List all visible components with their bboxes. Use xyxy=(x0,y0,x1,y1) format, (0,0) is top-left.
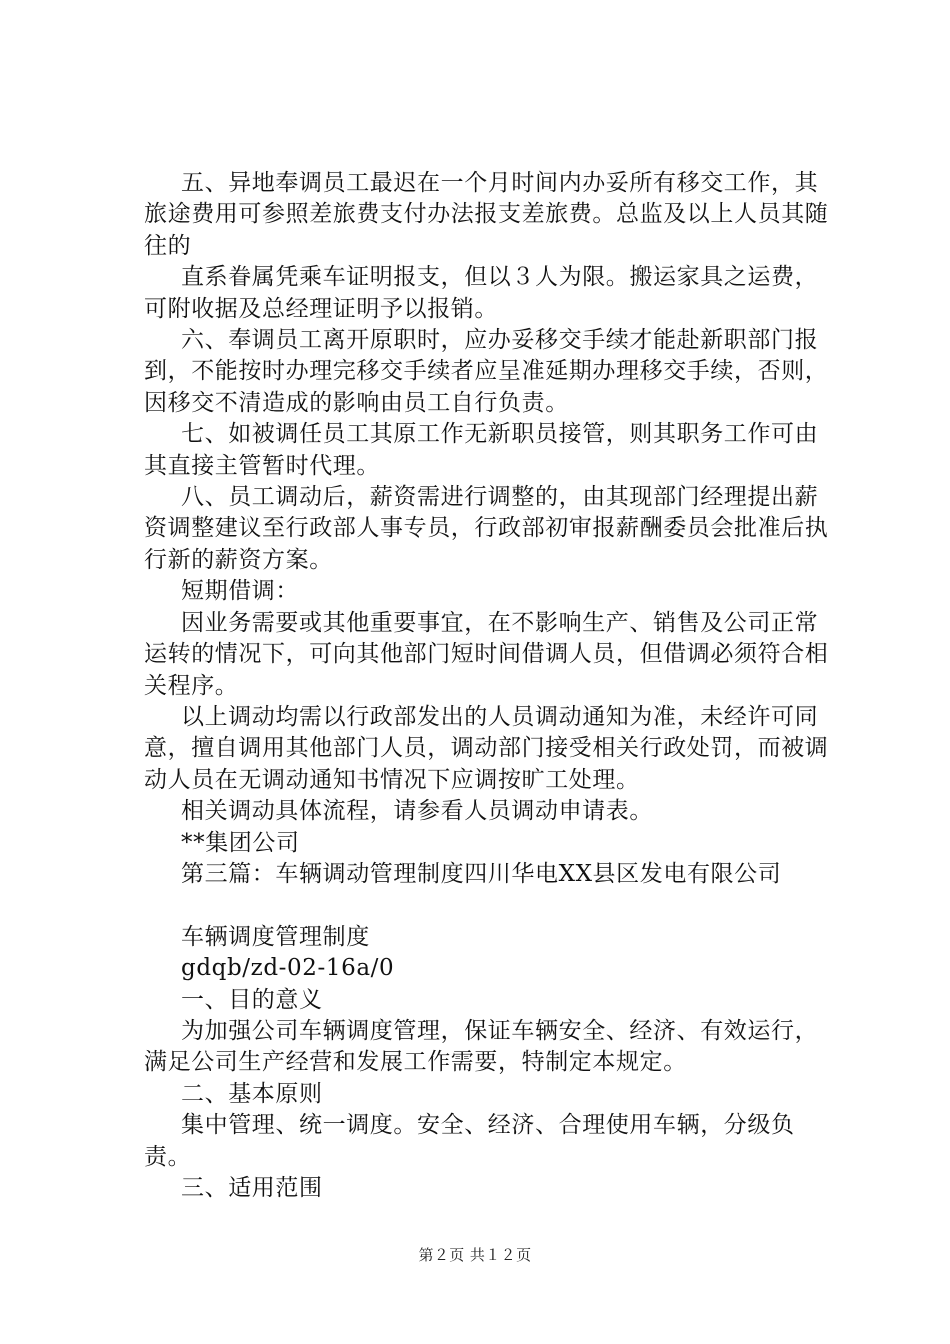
paragraph-process-reference: 相关调动具体流程，请参看人员调动申请表。 xyxy=(181,798,653,825)
paragraph-purpose: 为加强公司车辆调度管理，保证车辆安全、经济、有效运行，满足公司生产经营和发展工作需要，特制定本规定。 xyxy=(144,1017,819,1076)
paragraph-transfer-notice: 以上调动均需以行政部发出的人员调动通知为准，未经许可同意，擅自调用其他部门人员，调动部门接受相关行政处罚，而被调动人员在无调动通知书情况下应调按旷工处理。 xyxy=(144,703,829,793)
document-body xyxy=(144,168,834,1204)
section-scope-heading: 三、适用范围 xyxy=(181,1174,323,1201)
paragraph-acting-supervisor: 七、如被调任员工其原工作无新职员接管，则其职务工作可由其直接主管暂时代理。 xyxy=(144,421,819,479)
paragraph-relocation-expenses: 五、异地奉调员工最迟在一个月时间内办妥所有移交工作，其旅途费用可参照差旅费支付办法报支差旅费。总监及以上人员其随往的 xyxy=(144,170,829,259)
paragraph-principles: 集中管理、统一调度。安全、经济、合理使用车辆，分级负责。 xyxy=(144,1112,795,1170)
paragraph-secondment-rules: 因业务需要或其他重要事宜，在不影响生产、销售及公司正常运转的情况下，可向其他部门短时间借调人员，但借调必须符合相关程序。 xyxy=(144,609,829,699)
chapter-three-heading: 第三篇：车辆调动管理制度四川华电XX县区发电有限公司 xyxy=(181,860,782,887)
regulation-code: gdqb/zd-02-16a/0 xyxy=(181,955,395,982)
section-purpose-heading: 一、目的意义 xyxy=(181,986,323,1013)
paragraph-handover-procedure: 六、奉调员工离开原职时，应办妥移交手续才能赴新职部门报到，不能按时办理完移交手续者应呈准延期办理移交手续，否则，因移交不清造成的影响由员工自行负责。 xyxy=(144,327,829,416)
paragraph-salary-adjustment: 八、员工调动后，薪资需进行调整的，由其现部门经理提出薪资调整建议至行政部人事专员，行政部初审报薪酬委员会批准后执行新的薪资方案。 xyxy=(144,484,829,573)
paragraph-family-travel: 直系眷属凭乘车证明报支，但以３人为限。搬运家具之运费，可附收据及总经理证明予以报销。 xyxy=(144,264,819,322)
page-number-footer: 第２页 共１２页 xyxy=(418,1246,532,1264)
company-signature: **集团公司 xyxy=(181,829,300,856)
heading-short-term-secondment: 短期借调： xyxy=(181,578,299,605)
regulation-title: 车辆调度管理制度 xyxy=(181,923,370,950)
section-principles-heading: 二、基本原则 xyxy=(181,1080,323,1107)
